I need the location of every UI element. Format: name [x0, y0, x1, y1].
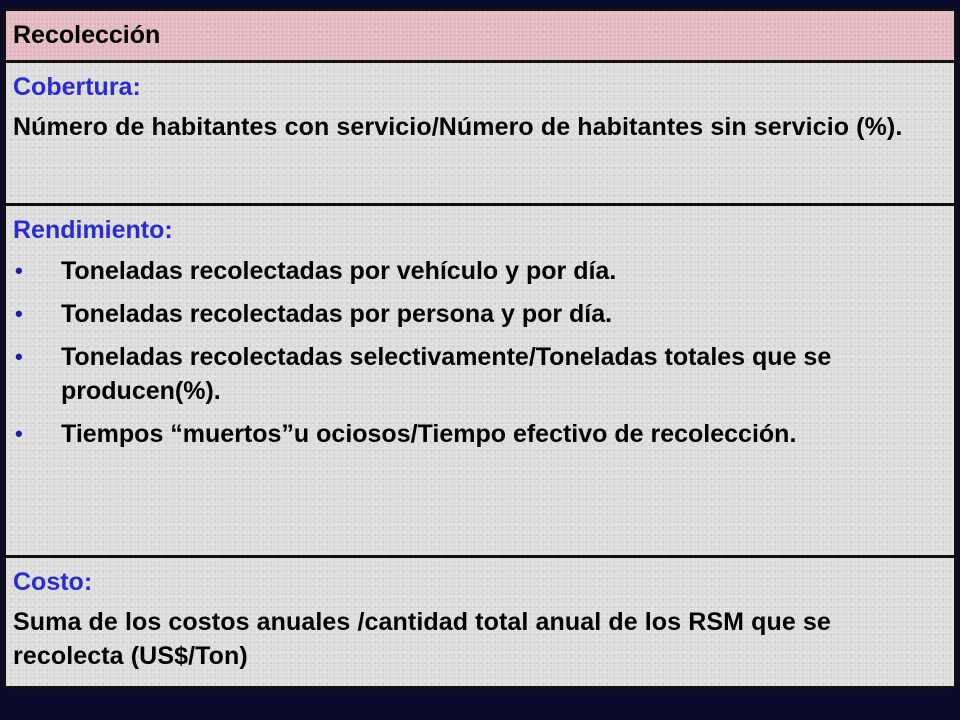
cobertura-title: Cobertura: — [13, 73, 141, 101]
bullet-icon: • — [15, 258, 23, 283]
table-header-row — [5, 10, 956, 62]
list-item — [13, 417, 948, 451]
cobertura-cell — [5, 62, 956, 205]
list-item — [13, 340, 948, 408]
rendimiento-title: Rendimiento: — [13, 216, 173, 244]
list-item-text: Toneladas recolectadas por vehículo y por día. — [61, 257, 617, 285]
bullet-icon: • — [15, 344, 23, 369]
table-title: Recolección — [13, 21, 161, 49]
table-header-cell — [5, 10, 956, 62]
list-item-text: Toneladas recolectadas selectivamente/Toneladas totales que se producen(%). — [61, 343, 832, 405]
list-item-text: Tiempos “muertos”u ociosos/Tiempo efectivo de recolección. — [61, 420, 797, 448]
costo-text: Suma de los costos anuales /cantidad total anual de los RSM que se recolecta (US$/Ton) — [13, 608, 831, 670]
list-item — [13, 254, 948, 288]
list-item — [13, 297, 948, 331]
rendimiento-cell — [5, 205, 956, 557]
cobertura-text: Número de habitantes con servicio/Número de habitantes sin servicio (%). — [13, 113, 903, 141]
bullet-icon: • — [15, 421, 23, 446]
rendimiento-list — [13, 254, 948, 451]
table-row-costo — [5, 557, 956, 688]
list-item-text: Toneladas recolectadas por persona y por día. — [61, 300, 613, 328]
indicators-table — [3, 8, 957, 689]
table-row-rendimiento — [5, 205, 956, 557]
bullet-icon: • — [15, 301, 23, 326]
costo-cell — [5, 557, 956, 688]
table-row-cobertura — [5, 62, 956, 205]
costo-title: Costo: — [13, 568, 93, 596]
